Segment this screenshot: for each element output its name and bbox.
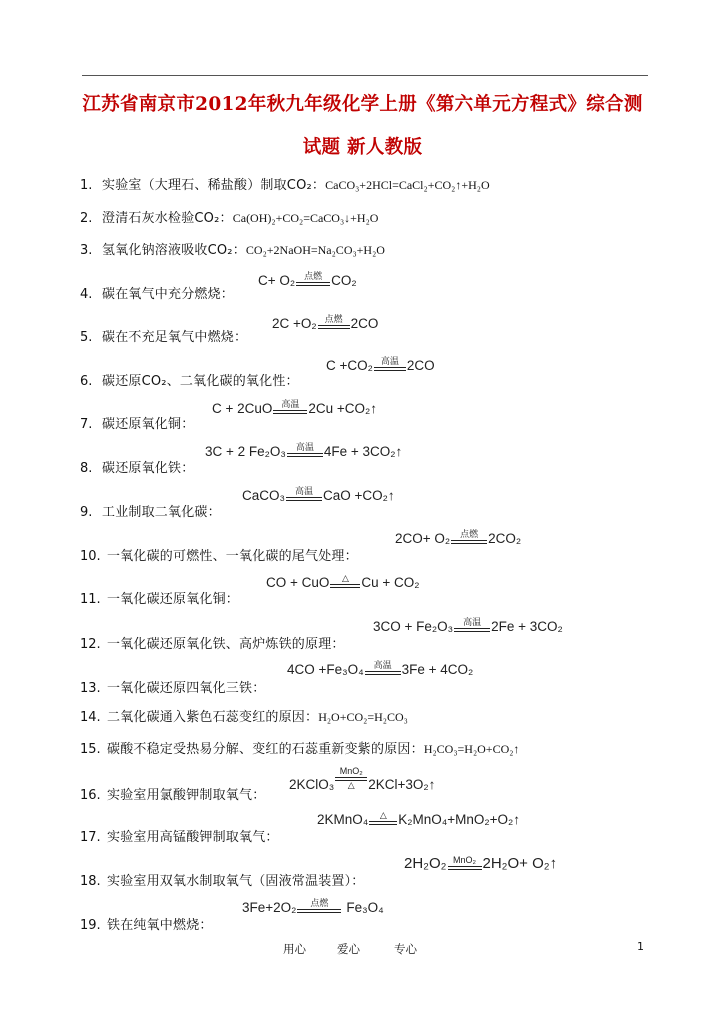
equation-image-8 bbox=[205, 444, 402, 459]
equation-rhs: CO₂ bbox=[331, 273, 357, 288]
equation-image-4 bbox=[258, 273, 357, 288]
item-description: 碳还原CO₂、二氧化碳的氧化性： bbox=[102, 374, 299, 389]
equation-item-14 bbox=[80, 706, 408, 725]
equals-bar bbox=[273, 410, 307, 414]
item-number: 18. bbox=[80, 874, 101, 889]
page-number: 1 bbox=[637, 940, 644, 953]
equation-image-17 bbox=[317, 812, 520, 827]
equation-image-9 bbox=[242, 488, 395, 503]
equation-lhs: 3CO + Fe₂O₃ bbox=[373, 619, 454, 634]
item-number: 6. bbox=[80, 374, 93, 389]
equation-lhs: 2H₂O₂ bbox=[404, 855, 447, 872]
equation-item-19 bbox=[80, 914, 213, 933]
item-number: 4. bbox=[80, 287, 93, 302]
equals-bar bbox=[454, 628, 490, 632]
item-description: 碳酸不稳定受热易分解、变红的石蕊重新变紫的原因： bbox=[107, 742, 424, 757]
reaction-condition bbox=[374, 356, 406, 371]
item-description: 碳在不充足氧气中燃烧： bbox=[102, 330, 248, 345]
equation-item-3 bbox=[80, 239, 385, 258]
reaction-condition bbox=[318, 314, 350, 329]
equation-lhs: 2KClO₃ bbox=[289, 777, 335, 792]
reaction-condition bbox=[448, 855, 482, 870]
condition-label: 高温 bbox=[380, 356, 399, 366]
equation-lhs: 4CO +Fe₃O₄ bbox=[287, 662, 364, 677]
equation-rhs: 2CO bbox=[406, 358, 435, 373]
equation-item-8 bbox=[80, 457, 194, 476]
item-number: 1. bbox=[80, 178, 93, 193]
item-description: 碳在氧气中充分燃烧： bbox=[102, 287, 235, 302]
equation-item-18 bbox=[80, 870, 365, 889]
reaction-condition bbox=[454, 617, 490, 632]
equals-bar bbox=[448, 866, 482, 870]
equation-item-4 bbox=[80, 283, 234, 302]
equation-lhs: C+ O₂ bbox=[258, 273, 296, 288]
item-description: 工业制取二氧化碳： bbox=[102, 505, 221, 520]
condition-label: MnO₂ bbox=[453, 855, 476, 865]
equals-bar bbox=[374, 367, 406, 371]
item-description: 一氧化碳的可燃性、一氧化碳的尾气处理： bbox=[107, 549, 358, 564]
equation-lhs: 2C +O₂ bbox=[272, 316, 317, 331]
equals-bar bbox=[365, 671, 401, 675]
footer-text-1: 用心 bbox=[283, 942, 306, 956]
item-number: 11. bbox=[80, 592, 101, 607]
equation-rhs: 2CO bbox=[350, 316, 379, 331]
footer-text-2: 爱心 bbox=[337, 942, 360, 956]
equation-item-1 bbox=[80, 174, 490, 193]
equation-rhs: CaO +CO₂↑ bbox=[323, 488, 395, 503]
equation-item-9 bbox=[80, 501, 221, 520]
equation-item-16 bbox=[80, 784, 265, 803]
equation-rhs: 2KCl+3O₂↑ bbox=[368, 777, 436, 792]
item-equation: CaCO₃+2HCl=CaCl₂+CO₂↑+H₂O bbox=[325, 178, 490, 192]
item-description: 二氧化碳通入紫色石蕊变红的原因： bbox=[107, 710, 319, 725]
item-number: 10. bbox=[80, 549, 101, 564]
condition-label: MnO₂ bbox=[339, 766, 363, 776]
equation-image-10 bbox=[395, 531, 521, 546]
equation-rhs: 2CO₂ bbox=[488, 531, 522, 546]
equation-image-18 bbox=[404, 855, 557, 872]
item-description: 澄清石灰水检验CO₂： bbox=[102, 211, 233, 226]
equation-lhs: CO + CuO bbox=[266, 575, 330, 590]
equation-item-11 bbox=[80, 588, 239, 607]
equation-image-6 bbox=[326, 358, 435, 373]
item-equation: CO₂+2NaOH=Na₂CO₃+H₂O bbox=[245, 243, 385, 257]
reaction-condition bbox=[330, 573, 360, 588]
document-title-line2: 试题 新人教版 bbox=[302, 137, 423, 158]
item-description: 氢氧化钠溶液吸收CO₂： bbox=[102, 243, 246, 258]
equation-lhs: 2KMnO₄ bbox=[317, 812, 369, 827]
equation-item-2 bbox=[80, 207, 378, 226]
equation-image-12 bbox=[373, 619, 563, 634]
equation-image-5 bbox=[272, 316, 378, 331]
item-number: 13. bbox=[80, 681, 101, 696]
equals-bar bbox=[286, 497, 322, 501]
condition-label-below: △ bbox=[347, 780, 355, 790]
equation-lhs: C + 2CuO bbox=[212, 401, 273, 416]
condition-label: 高温 bbox=[463, 617, 482, 627]
item-number: 7. bbox=[80, 417, 93, 432]
condition-label: 高温 bbox=[295, 442, 314, 452]
equation-image-13 bbox=[287, 662, 473, 677]
item-number: 8. bbox=[80, 461, 93, 476]
equals-bar bbox=[451, 540, 487, 544]
equation-lhs: 3Fe+2O₂ bbox=[242, 900, 297, 915]
equation-item-17 bbox=[80, 826, 279, 845]
condition-label: 点燃 bbox=[304, 271, 323, 281]
equation-item-5 bbox=[80, 326, 247, 345]
reaction-condition bbox=[335, 766, 367, 790]
item-description: 碳还原氧化铜： bbox=[102, 417, 195, 432]
equation-item-13 bbox=[80, 677, 265, 696]
condition-label: 高温 bbox=[373, 660, 392, 670]
reaction-condition bbox=[365, 660, 401, 675]
item-description: 实验室用氯酸钾制取氧气： bbox=[107, 788, 266, 803]
item-equation: Ca(OH)₂+CO₂=CaCO₃↓+H₂O bbox=[232, 211, 379, 225]
equation-rhs: Fe₃O₄ bbox=[346, 900, 384, 915]
equation-item-15 bbox=[80, 738, 519, 757]
item-description: 实验室用高锰酸钾制取氧气： bbox=[107, 830, 279, 845]
equation-image-16 bbox=[289, 768, 435, 792]
condition-label: 点燃 bbox=[460, 529, 479, 539]
item-number: 3. bbox=[80, 243, 93, 258]
reaction-condition bbox=[286, 486, 322, 501]
item-description: 一氧化碳还原氧化铁、高炉炼铁的原理： bbox=[107, 637, 345, 652]
equation-rhs: Cu + CO₂ bbox=[361, 575, 420, 590]
equation-item-12 bbox=[80, 633, 345, 652]
equals-bar bbox=[297, 909, 341, 913]
reaction-condition bbox=[287, 442, 323, 457]
equation-rhs: 3Fe + 4CO₂ bbox=[401, 662, 474, 677]
equation-rhs: 4Fe + 3CO₂↑ bbox=[323, 444, 403, 459]
condition-label: 点燃 bbox=[324, 314, 343, 324]
item-number: 15. bbox=[80, 742, 101, 757]
item-number: 17. bbox=[80, 830, 101, 845]
footer-text-3: 专心 bbox=[394, 942, 417, 956]
equation-image-11 bbox=[266, 575, 420, 590]
item-number: 14. bbox=[80, 710, 101, 725]
item-number: 2. bbox=[80, 211, 93, 226]
reaction-condition bbox=[273, 399, 307, 414]
condition-label: △ bbox=[379, 810, 387, 820]
header-rule bbox=[82, 75, 648, 76]
item-description: 实验室（大理石、稀盐酸）制取CO₂： bbox=[102, 178, 326, 193]
condition-label: △ bbox=[341, 573, 349, 583]
equals-bar bbox=[287, 453, 323, 457]
condition-label: 点燃 bbox=[310, 898, 329, 908]
reaction-condition bbox=[369, 810, 397, 825]
item-number: 16. bbox=[80, 788, 101, 803]
equation-image-7 bbox=[212, 401, 377, 416]
item-equation: H₂O+CO₂=H₂CO₃ bbox=[318, 710, 408, 724]
reaction-condition bbox=[297, 898, 341, 913]
equation-lhs: 3C + 2 Fe₂O₃ bbox=[205, 444, 286, 459]
item-description: 碳还原氧化铁： bbox=[102, 461, 195, 476]
equals-bar bbox=[318, 325, 350, 329]
equation-lhs: 2CO+ O₂ bbox=[395, 531, 451, 546]
equation-item-10 bbox=[80, 545, 358, 564]
equals-bar bbox=[330, 584, 360, 588]
item-description: 一氧化碳还原四氧化三铁： bbox=[107, 681, 266, 696]
equals-bar bbox=[369, 821, 397, 825]
item-number: 12. bbox=[80, 637, 101, 652]
item-description: 一氧化碳还原氧化铜： bbox=[107, 592, 240, 607]
reaction-condition bbox=[451, 529, 487, 544]
equation-item-6 bbox=[80, 370, 299, 389]
equation-image-19 bbox=[242, 900, 384, 915]
equation-rhs: 2Cu +CO₂↑ bbox=[308, 401, 378, 416]
item-description: 实验室用双氧水制取氧气（固液常温装置）： bbox=[107, 874, 365, 889]
equation-item-7 bbox=[80, 413, 194, 432]
condition-label: 高温 bbox=[295, 486, 314, 496]
item-number: 5. bbox=[80, 330, 93, 345]
item-number: 19. bbox=[80, 918, 101, 933]
condition-label: 高温 bbox=[281, 399, 300, 409]
item-number: 9. bbox=[80, 505, 93, 520]
equation-rhs: K₂MnO₄+MnO₂+O₂↑ bbox=[398, 812, 521, 827]
equation-lhs: C +CO₂ bbox=[326, 358, 373, 373]
equation-rhs: 2Fe + 3CO₂ bbox=[491, 619, 563, 634]
equals-bar bbox=[296, 282, 330, 286]
equation-rhs: 2H₂O+ O₂↑ bbox=[482, 855, 558, 872]
item-description: 铁在纯氧中燃烧： bbox=[107, 918, 213, 933]
item-equation: H₂CO₃=H₂O+CO₂↑ bbox=[423, 742, 520, 756]
document-title-line1: 江苏省南京市2012年秋九年级化学上册《第六单元方程式》综合测 bbox=[82, 94, 643, 115]
equation-lhs: CaCO₃ bbox=[242, 488, 286, 503]
reaction-condition bbox=[296, 271, 330, 286]
